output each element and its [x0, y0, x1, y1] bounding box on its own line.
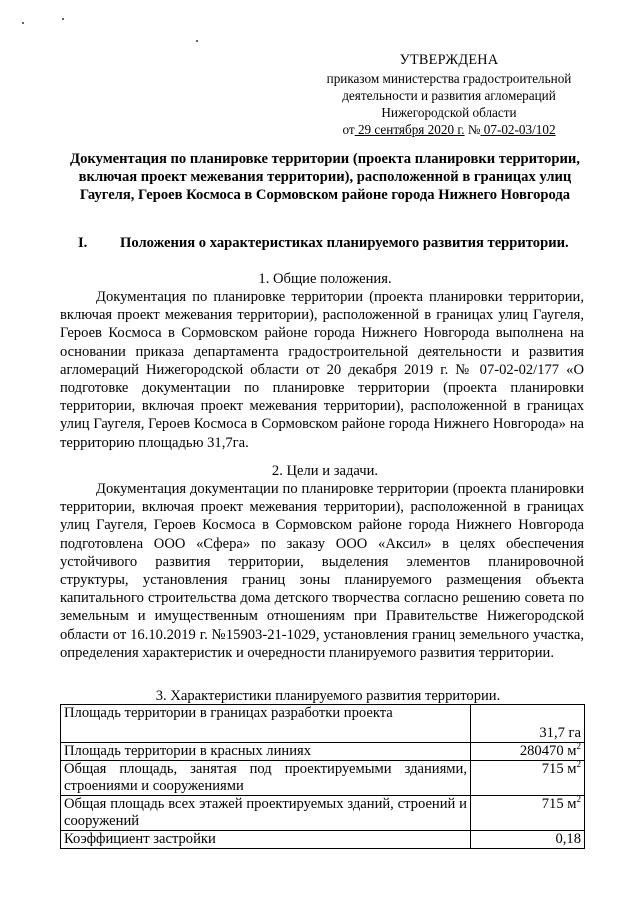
general-heading: 1. Общие положения. — [258, 271, 392, 287]
scan-speck — [196, 40, 198, 42]
section-heading — [78, 234, 598, 252]
characteristics-table — [60, 704, 585, 849]
table-cell-label: Общая площадь, занятая под проектируемыми зданиями, строениями и сооружениями — [61, 761, 471, 796]
table-cell-label: Площадь территории в красных линиях — [61, 743, 471, 761]
table-cell-value — [471, 761, 585, 796]
value-superscript: 2 — [576, 794, 581, 805]
approval-date-prefix: от — [342, 122, 355, 137]
table-row — [61, 796, 585, 831]
value-text: 31,7 га — [539, 725, 581, 741]
value-text: 0,18 — [555, 831, 581, 847]
document-title: Документация по планировке территории (проекта планировки территории, включая проект межевания территории), расположенной в границах улиц Гаугеля, Героев Космоса в Сормовском районе города Нижнего Новгорода — [70, 151, 580, 203]
table-row — [61, 705, 585, 743]
goals-paragraph: Документация документации по планировке территории (проекта планировки территории, включая проект межевания территории), расположенной в границах улиц Гаугеля, Героев Космоса в Сормовском районе города Нижнего Новгорода подготовлена ООО «Сфера» по заказу ООО «Аксил» в целях обеспечения устойчивого развития территории, выделения элементов планировочной структуры, установления границ зоны планируемого размещения объекта капитального строительства дома детского творчества согласно решению совета по земельным и имущественным отношениям при Правительстве Нижегородской области от 16.10.2019 г. №15903-21-1029, установления границ земельного участка, определения характеристик и очередности планируемого развития территории. — [60, 481, 584, 661]
table-row — [61, 831, 585, 849]
value-text: 715 м — [541, 796, 577, 812]
table-row — [61, 743, 585, 761]
approval-number-prefix: № — [467, 122, 481, 137]
table-cell-label: Общая площадь всех этажей проектируемых зданий, строений и сооружений — [61, 796, 471, 831]
approval-heading: УТВЕРЖДЕНА — [399, 52, 499, 68]
approval-date: 29 сентября 2020 г. — [354, 122, 465, 137]
approval-line: приказом министерства градостроительной — [326, 71, 572, 86]
approval-stamp — [314, 52, 584, 138]
table-cell-value — [471, 705, 585, 743]
section-number: I. — [78, 235, 88, 251]
scan-speck — [22, 22, 24, 24]
goals-heading: 2. Цели и задачи. — [271, 463, 379, 479]
table-cell-value — [471, 743, 585, 761]
characteristics-heading: 3. Характеристики планируемого развития территории. — [155, 688, 501, 704]
approval-line: деятельности и развития агломераций — [342, 88, 556, 103]
table-row — [61, 761, 585, 796]
general-paragraph: Документация по планировке территории (проекта планировки территории, включая проект межевания территории), расположенной в границах улиц Гаугеля, Героев Космоса в Сормовском районе города Нижнего Новгорода выполнена на основании приказа департамента градостроительной деятельности и развития агломераций Нижегородской области от 20 декабря 2019 г. № 07-02-02/177 «О подготовке документации по планировке территории (проекта планировки территории, включая проект межевания территории), расположенной в границах улиц Гаугеля, Героев Космоса в Сормовском районе города Нижнего Новгорода» на территорию площадью 31,7га. — [60, 289, 584, 451]
table-cell-label: Коэффициент застройки — [61, 831, 471, 849]
value-superscript: 2 — [576, 741, 581, 752]
table-cell-value — [471, 796, 585, 831]
approval-date-line — [314, 121, 584, 138]
value-text: 280470 м — [519, 743, 577, 759]
scan-speck — [62, 18, 64, 20]
value-text: 715 м — [541, 761, 577, 777]
section-title: Положения о характеристиках планируемого развития территории. — [120, 235, 569, 251]
table-cell-label: Площадь территории в границах разработки проекта — [61, 705, 471, 743]
approval-number: 07-02-03/102 — [480, 122, 556, 137]
value-superscript: 2 — [576, 759, 581, 770]
approval-line: Нижегородской области — [381, 105, 517, 120]
table-cell-value — [471, 831, 585, 849]
